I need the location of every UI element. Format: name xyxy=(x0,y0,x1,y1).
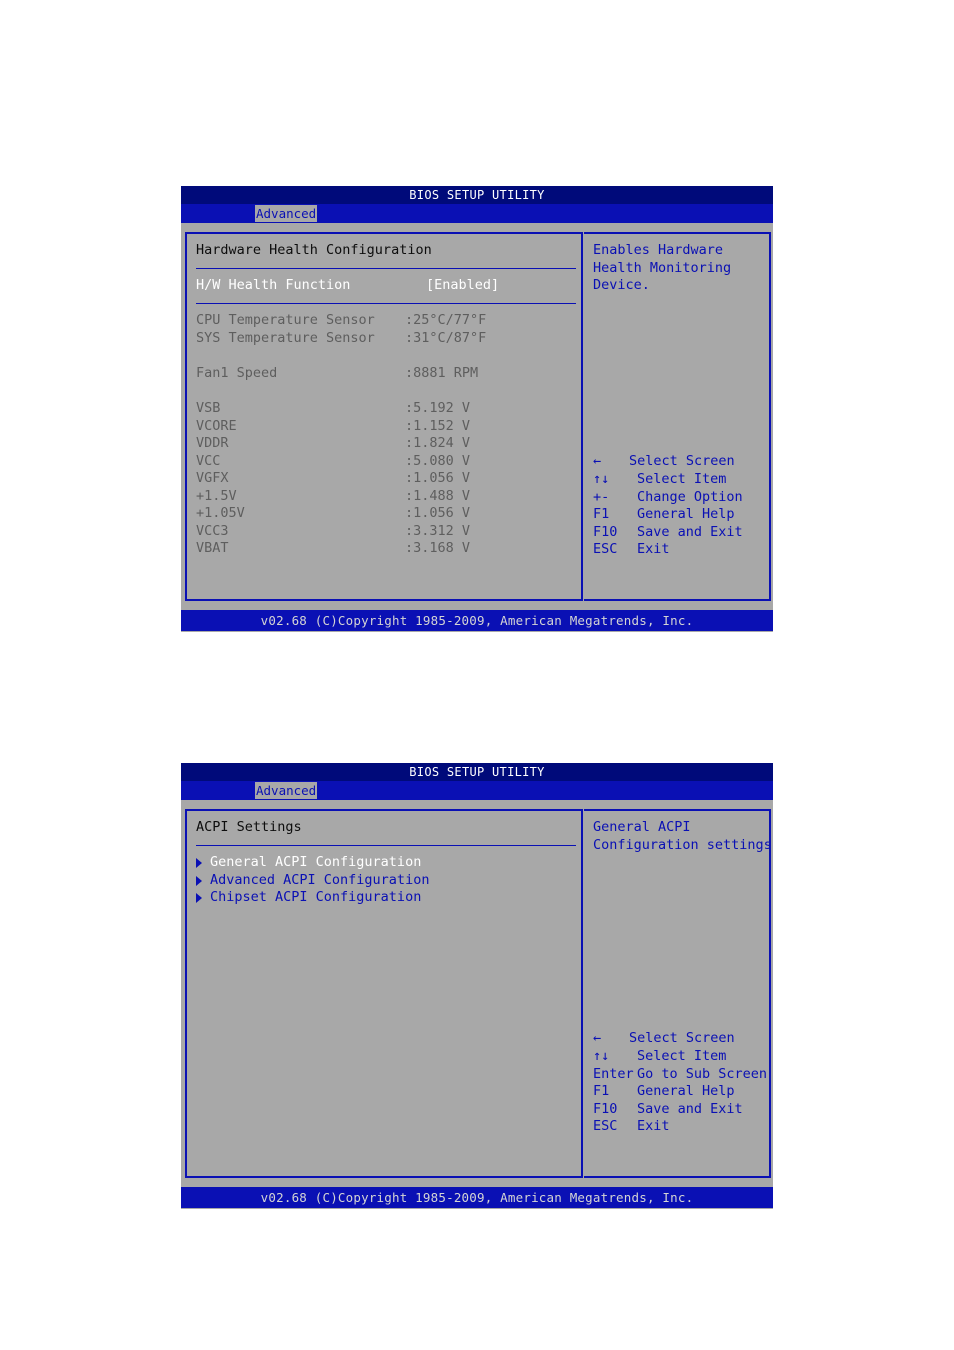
key-description: General Help xyxy=(637,1083,735,1099)
divider xyxy=(196,845,576,846)
voltage-row xyxy=(196,488,576,505)
voltage-label: VCORE xyxy=(196,417,237,434)
copyright-footer: v02.68 (C)Copyright 1985-2009, American Megatrends, Inc. xyxy=(181,610,773,631)
bios-screen-hardware-health xyxy=(181,186,773,632)
submenu-label: Chipset ACPI Configuration xyxy=(210,889,422,905)
key-legend-row xyxy=(593,1066,768,1083)
key-description: Select Screen xyxy=(629,1030,735,1046)
key-name: Enter xyxy=(593,1066,634,1082)
fan-speed-row xyxy=(196,365,576,382)
key-name: +- xyxy=(593,489,610,505)
fan-speed-label: Fan1 Speed xyxy=(196,365,278,381)
voltage-row xyxy=(196,400,576,417)
copyright-footer: v02.68 (C)Copyright 1985-2009, American Megatrends, Inc. xyxy=(181,1187,773,1208)
key-legend-row xyxy=(593,524,768,541)
cpu-temp-value: :25°C/77°F xyxy=(405,312,487,328)
voltage-label: VBAT xyxy=(196,540,229,556)
voltage-row xyxy=(196,435,576,452)
voltage-label: VDDR xyxy=(196,435,229,451)
key-legend-row xyxy=(593,1118,768,1135)
menu-bar xyxy=(181,781,773,800)
voltage-label: +1.05V xyxy=(196,505,245,521)
voltage-label: VCC3 xyxy=(196,522,229,539)
submenu-chipset-acpi[interactable] xyxy=(196,889,496,906)
key-name: ESC xyxy=(593,1118,618,1134)
help-description: Enables Hardware Health Monitoring Device. xyxy=(593,242,732,293)
submenu-label: General ACPI Configuration xyxy=(210,854,422,870)
help-description: General ACPI Configuration settings xyxy=(593,819,772,853)
tab-advanced[interactable]: Advanced xyxy=(256,206,317,221)
key-name: F1 xyxy=(593,1083,610,1099)
sys-temp-value: :31°C/87°F xyxy=(405,330,487,346)
key-description: Go to Sub Screen xyxy=(637,1066,768,1082)
key-legend-row xyxy=(593,1030,768,1047)
left-arrow-icon: ← xyxy=(593,453,602,469)
voltage-row xyxy=(196,540,576,557)
help-panel xyxy=(584,232,771,601)
voltage-row xyxy=(196,470,576,487)
divider xyxy=(196,303,576,304)
voltage-value: :1.152 V xyxy=(405,417,471,434)
help-panel xyxy=(584,809,771,1178)
key-legend-row xyxy=(593,1083,768,1100)
key-legend-row xyxy=(593,471,768,488)
submenu-general-acpi[interactable] xyxy=(196,854,496,871)
hw-health-function-row[interactable] xyxy=(196,277,576,294)
voltage-row xyxy=(196,453,576,470)
voltage-value: :1.056 V xyxy=(405,505,471,521)
up-down-arrow-icon: ↑↓ xyxy=(593,471,610,487)
bios-screen-acpi-settings xyxy=(181,763,773,1209)
sys-temp-label: SYS Temperature Sensor xyxy=(196,330,375,346)
voltage-label: VGFX xyxy=(196,470,229,486)
fan-speed-value: :8881 RPM xyxy=(405,365,479,381)
key-description: Save and Exit xyxy=(637,524,743,540)
submenu-arrow-icon xyxy=(196,876,202,886)
divider xyxy=(196,268,576,269)
voltage-value: :1.824 V xyxy=(405,435,471,451)
key-description: General Help xyxy=(637,506,735,522)
bios-title: BIOS SETUP UTILITY xyxy=(181,763,773,781)
main-panel xyxy=(185,232,583,601)
key-description: Select Item xyxy=(637,1048,727,1064)
key-name: F1 xyxy=(593,506,610,522)
voltage-row xyxy=(196,505,576,522)
voltage-value: :5.080 V xyxy=(405,452,471,469)
key-legend-row xyxy=(593,541,768,558)
key-name: ESC xyxy=(593,541,618,557)
key-description: Exit xyxy=(637,1118,670,1134)
key-legend-row xyxy=(593,1101,768,1118)
cpu-temp-row xyxy=(196,312,576,329)
submenu-arrow-icon xyxy=(196,858,202,868)
key-name: F10 xyxy=(593,524,618,540)
sys-temp-row xyxy=(196,330,576,347)
up-down-arrow-icon: ↑↓ xyxy=(593,1048,610,1064)
menu-bar xyxy=(181,204,773,223)
voltage-label: VCC xyxy=(196,452,221,469)
key-description: Save and Exit xyxy=(637,1101,743,1117)
voltage-label: +1.5V xyxy=(196,487,237,504)
key-description: Change Option xyxy=(637,489,743,505)
voltage-row xyxy=(196,523,576,540)
voltage-value: :3.168 V xyxy=(405,540,471,556)
voltage-value: :1.488 V xyxy=(405,487,471,504)
voltage-label: VSB xyxy=(196,400,221,416)
key-description: Exit xyxy=(637,541,670,557)
left-arrow-icon: ← xyxy=(593,1030,602,1046)
page-title: ACPI Settings xyxy=(196,819,302,835)
key-legend-row xyxy=(593,453,768,470)
hw-health-function-label: H/W Health Function xyxy=(196,277,351,293)
cpu-temp-label: CPU Temperature Sensor xyxy=(196,312,375,328)
page-title: Hardware Health Configuration xyxy=(196,242,432,258)
voltage-value: :5.192 V xyxy=(405,400,471,416)
key-name: F10 xyxy=(593,1101,618,1117)
tab-advanced[interactable]: Advanced xyxy=(256,783,317,798)
key-legend-row xyxy=(593,506,768,523)
key-description: Select Item xyxy=(637,471,727,487)
key-description: Select Screen xyxy=(629,453,735,469)
voltage-row xyxy=(196,418,576,435)
voltage-value: :1.056 V xyxy=(405,470,471,486)
submenu-arrow-icon xyxy=(196,893,202,903)
submenu-label: Advanced ACPI Configuration xyxy=(210,872,430,888)
main-panel xyxy=(185,809,583,1178)
bios-title: BIOS SETUP UTILITY xyxy=(181,186,773,204)
key-legend-row xyxy=(593,489,768,506)
hw-health-function-value[interactable]: [Enabled] xyxy=(426,277,500,293)
key-legend-row xyxy=(593,1048,768,1065)
submenu-advanced-acpi[interactable] xyxy=(196,872,496,889)
voltage-value: :3.312 V xyxy=(405,522,471,539)
